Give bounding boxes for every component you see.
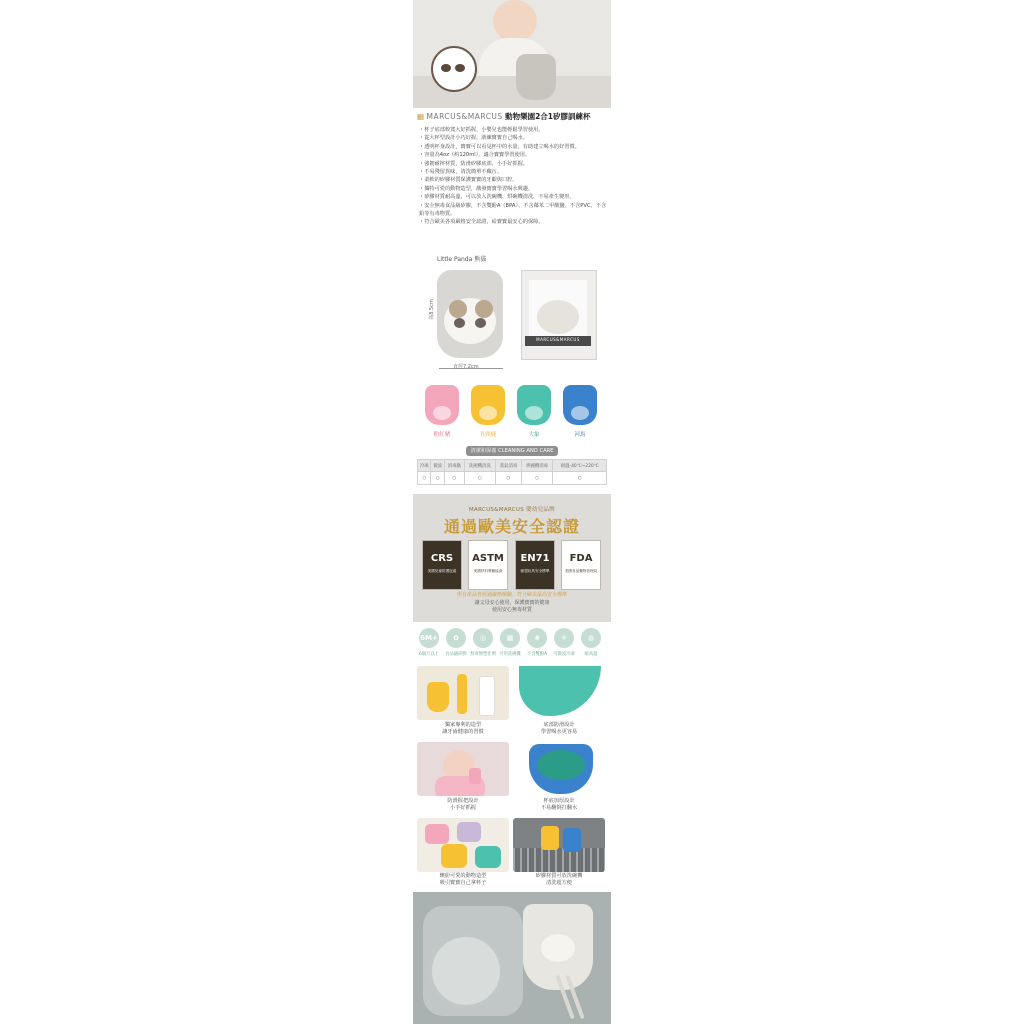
baby-head <box>493 0 537 42</box>
cert-badge-label: FDA <box>569 553 593 564</box>
animal-face-icon <box>525 406 543 420</box>
color-variant-name: 粉紅豬 <box>433 432 451 438</box>
caption-line: 不易翻倒打翻水 <box>540 805 578 812</box>
feature-badge-label: 可用洗碗機 <box>499 652 521 657</box>
caption-line: 杯底加厚設計 <box>543 798 575 804</box>
photo-baby-drinking <box>417 742 509 796</box>
product-name: Little Panda 熊貓 <box>437 256 487 263</box>
panda-ear <box>475 300 493 318</box>
feature-badge-label: 食品級矽膠 <box>445 652 467 657</box>
photo-caption <box>513 873 605 888</box>
brand-name: MARCUS&MARCUS <box>426 112 503 121</box>
caption-line: 繽紛可愛的動物造型 <box>439 873 487 879</box>
panda-eye-icon <box>441 64 451 72</box>
feature-badge-label: 不含雙酚A <box>526 652 548 657</box>
photo-cup-bottom <box>513 742 605 796</box>
cert-title: 通過歐美安全認證 <box>443 517 580 536</box>
feature-item: ・容量為4oz（約120ml），適合寶寶學習使用。 <box>419 152 531 159</box>
animal-face-icon <box>479 406 497 420</box>
caption-line: 獨家專利的造型 <box>444 722 482 728</box>
cert-desc-line: 所有產品皆經過嚴格檢驗，符合歐美最高安全標準 <box>456 592 567 598</box>
cleaning-column-header: 洗碗機清洗 <box>464 460 496 472</box>
height-dimension: 高8.5cm <box>428 299 435 320</box>
color-variant-name: 長頸鹿 <box>479 432 497 438</box>
feature-badge-icon: ▦ <box>500 628 520 648</box>
feature-item: ・安全無毒食品級矽膠，不含雙酚A（BPA）、不含鄰苯二甲酸鹽、不含PVC，不含鉛等有毒物質。 <box>419 202 607 218</box>
cert-badge-caption: 美國食品藥物管理局 <box>564 569 598 573</box>
cert-badge-caption: 美國材料實驗協會 <box>473 569 503 573</box>
cert-badge-caption: 歐盟玩具安全標準 <box>520 569 550 573</box>
hero-photo <box>413 0 611 108</box>
panda-eye-icon <box>455 64 465 72</box>
width-dimension: 直徑7.2cm <box>453 364 479 370</box>
box-label: MARCUS&MARCUS <box>536 337 580 342</box>
cleaning-column-header: 微波 <box>431 460 444 472</box>
product-title: 動物樂園2合1矽膠訓練杯 <box>505 112 591 121</box>
brand-mark-icon: ▦ <box>417 112 425 121</box>
photo-caption <box>417 722 509 737</box>
animal-face-icon <box>571 406 589 420</box>
panda-eye <box>475 318 486 328</box>
cleaning-value: ○ <box>418 472 431 485</box>
feature-badge-icon: ❀ <box>527 628 547 648</box>
cert-badge-label: EN71 <box>520 553 550 564</box>
cert-badge-astm <box>468 540 508 590</box>
cleaning-value: ○ <box>553 472 607 485</box>
feature-item: ・從大杯型設計小巧好握，訓練寶寶自己喝水。 <box>419 135 528 142</box>
panda-logo-icon <box>431 46 477 92</box>
cleaning-value: ○ <box>444 472 464 485</box>
photo-caption <box>417 873 509 888</box>
animal-face-icon <box>433 406 451 420</box>
feature-item: ・不易殘留異味，清洗簡單不藏污。 <box>419 169 503 176</box>
cleaning-column-header: 蒸氣消毒 <box>496 460 522 472</box>
feature-item: ・杯子底部較寬大好抓握，小嬰兒也能輕鬆學習使用。 <box>419 127 544 133</box>
cert-badge-fda <box>561 540 601 590</box>
product-page <box>413 0 611 1024</box>
cleaning-value: ○ <box>496 472 522 485</box>
caption-line: 防滑握把設計 <box>447 798 479 804</box>
cert-desc-line: 使用安心無毒材質 <box>491 607 532 613</box>
feature-badge-icon: ◍ <box>581 628 601 648</box>
feature-badge-label: 6個月以上 <box>419 652 439 657</box>
feature-item: ・獨特可愛的動物造型，激發寶寶學習喝水興趣。 <box>419 185 534 192</box>
caption-line: 吸引寶寶自己拿杯子 <box>439 880 487 887</box>
cert-badge-caption: 美國兒童防護包裝 <box>427 569 457 573</box>
cleaning-column-header: 消毒鍋 <box>444 460 464 472</box>
panda-plate <box>429 934 503 1008</box>
feature-list <box>419 126 609 227</box>
caption-line: 清洗超方便 <box>546 880 572 887</box>
photo-caption <box>513 798 605 813</box>
cleaning-column-header: 烘碗機消毒 <box>521 460 553 472</box>
photo-dishwasher <box>513 818 605 872</box>
hero-cup <box>516 54 556 100</box>
cert-badge-label: CRS <box>430 553 454 564</box>
feature-item: ・透明杯身設計，寶寶可以看見杯中的水量，有助建立喝水的好習慣。 <box>419 143 580 150</box>
cleaning-table <box>417 459 607 485</box>
feature-badge-icon: ◎ <box>473 628 493 648</box>
cleaning-column-header: 冷凍 <box>418 460 431 472</box>
cert-brand-line: MARCUS&MARCUS 嬰幼兒品牌 <box>468 507 556 513</box>
feature-item: ・符合歐美各項嚴格安全認證，給寶寶最安心的保障。 <box>419 219 544 226</box>
feature-badge-icon: 6M+ <box>419 628 439 648</box>
photo-cup-base <box>513 666 605 720</box>
cleaning-value: ○ <box>464 472 496 485</box>
feature-item: ・柔軟的矽膠材質保護寶寶的牙齦與口腔。 <box>419 177 518 184</box>
feature-badge-label: 耐高溫 <box>584 652 598 657</box>
photo-cups-toothbrush <box>417 666 509 720</box>
cleaning-value: ○ <box>431 472 444 485</box>
cert-badge-crs <box>422 540 462 590</box>
caption-line: 讓牙齒健康的習慣 <box>442 729 484 736</box>
cleaning-column-header: 耐溫-40℃~220℃ <box>553 460 607 472</box>
caption-line: 底部防滑設計 <box>543 722 575 728</box>
caption-line: 矽膠材質可放洗碗機 <box>535 873 583 879</box>
photo-caption <box>417 798 509 813</box>
cert-desc-line: 讓父母安心使用，保護寶寶的健康 <box>474 599 550 606</box>
caption-line: 小手好抓握 <box>450 805 476 812</box>
feature-badge-label: 無毒無塑化劑 <box>470 652 496 657</box>
cleaning-value: ○ <box>521 472 553 485</box>
caption-line: 學習喝水更容易 <box>540 729 578 736</box>
cert-badge-en71 <box>515 540 555 590</box>
cert-description <box>413 592 611 615</box>
feature-badge-icon: ✳ <box>554 628 574 648</box>
color-variant-name: 河馬 <box>574 432 586 438</box>
feature-badge-label: 可微波冷凍 <box>553 652 575 657</box>
bib-panda-face <box>541 934 575 962</box>
feature-item: ・矽膠材質耐高溫，可以放入洗碗機、烘碗機清洗，不易產生變形。 <box>419 194 575 201</box>
color-variant-name: 大象 <box>528 432 540 438</box>
product-title-line <box>417 111 611 123</box>
panda-eye <box>454 318 465 328</box>
feature-badge-icon: ✿ <box>446 628 466 648</box>
feature-item: ・強韌耐摔材質，防滑矽膠底部，小手好抓握。 <box>419 160 528 167</box>
box-panda <box>537 300 579 334</box>
photo-caption <box>513 722 605 737</box>
panda-ear <box>449 300 467 318</box>
cleaning-title: 清潔和保養 CLEANING AND CARE <box>466 446 558 456</box>
photo-stacked-cups <box>417 818 509 872</box>
cert-badge-label: ASTM <box>472 553 504 564</box>
